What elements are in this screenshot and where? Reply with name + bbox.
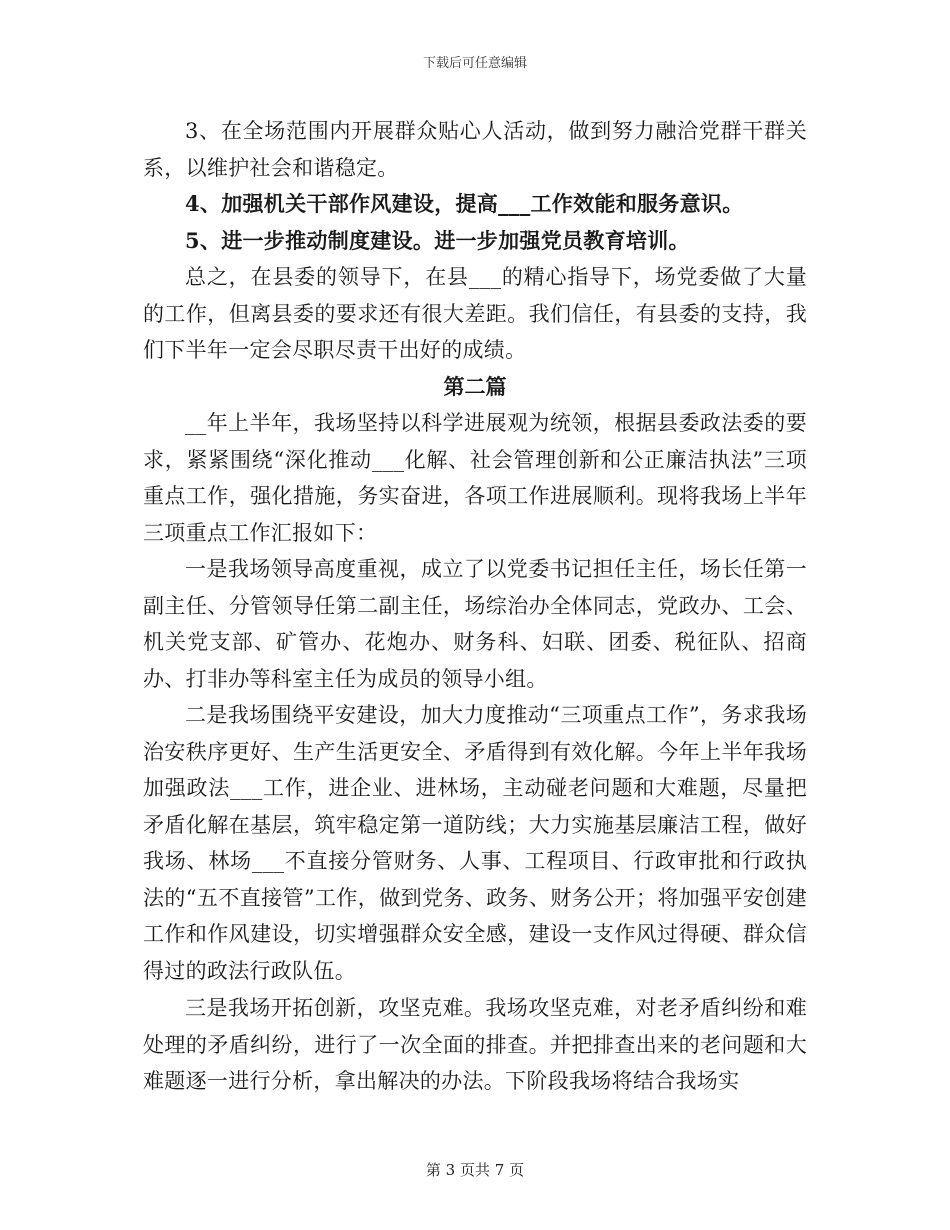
paragraph-point-2: 二是我场围绕平安建设，加大力度推动“三项重点工作”，务求我场治安秩序更好、生产生活更安全、矛盾得到有效化解。今年上半年我场加强政法___工作，进企业、进林场，主动碰老问题和大难题，尽量把矛盾化解在基层，筑牢稳定第一道防线；大力实施基层廉洁工程，做好我场、林场___不直接分管财务、人事、工程项目、行政审批和行政执法的“五不直接管”工作，做到党务、政务、财务公开；将加强平安创建工作和作风建设，切实增强群众安全感，建设一支作风过得硬、群众信得过的政法行政队伍。 [143,703,807,983]
paragraph-summary: 总之，在县委的领导下，在县___的精心指导下，场党委做了大量的工作，但离县委的要求还有很大差距。我们信任，有县委的支持，我们下半年一定会尽职尽责干出好的成绩。 [143,265,807,362]
page-header: 下载后可任意编辑 [422,56,527,71]
paragraph-item-4: 4、加强机关干部作风建设，提高___工作效能和服务意识。 [185,191,744,216]
paragraph-item-3: 3、在全场范围内开展群众贴心人活动，做到努力融洽党群干群关系，以维护社会和谐稳定。 [143,119,807,180]
page-footer: 第 3 页共 7 页 [425,1161,525,1179]
paragraph-point-3: 三是我场开拓创新，攻坚克难。我场攻坚克难，对老矛盾纠纷和难处理的矛盾纠纷，进行了一次全面的排查。并把排查出来的老问题和大难题逐一进行分析，拿出解决的办法。下阶段我场将结合我场实 [143,996,807,1093]
paragraph-point-1: 一是我场领导高度重视，成立了以党委书记担任主任，场长任第一副主任、分管领导任第二副主任，场综治办全体同志，党政办、工会、机关党支部、矿管办、花炮办、财务科、妇联、团委、税征队、招商办、打非办等科室主任为成员的领导小组。 [143,557,807,691]
paragraph-item-5: 5、进一步推动制度建设。进一步加强党员教育培训。 [185,227,690,253]
section-title: 第二篇 [443,373,507,399]
paragraph-intro: __年上半年，我场坚持以科学进展观为统领，根据县委政法委的要求，紧紧围绕“深化推动___化解、社会管理创新和公正廉洁执法”三项重点工作，强化措施，务实奋进，各项工作进展顺利。现将我场上半年三项重点工作汇报如下： [143,411,807,545]
document-body [143,113,807,1100]
